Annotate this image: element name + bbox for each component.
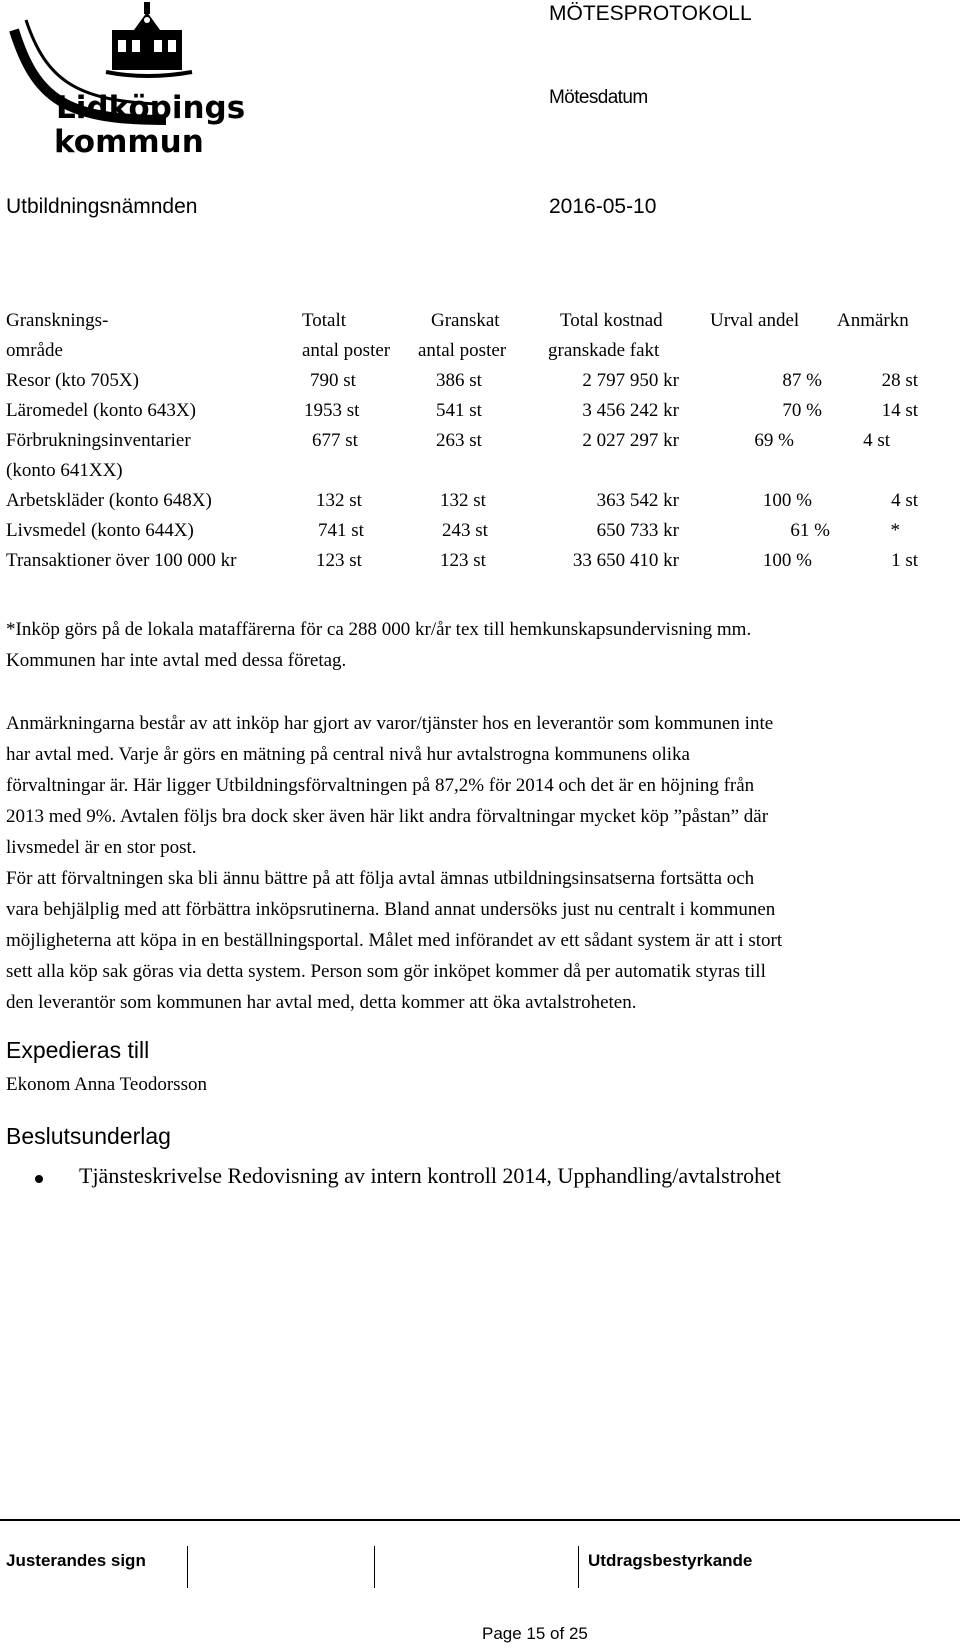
cell-cost: 33 650 410 kr <box>572 550 679 571</box>
table-header-row-1 <box>6 306 936 336</box>
cell-share: 100 % <box>762 490 812 511</box>
expedieras-heading: Expedieras till <box>6 1037 150 1063</box>
cell-area: Resor (kto 705X) <box>6 370 139 391</box>
cell-cost: 2 797 950 kr <box>582 370 679 391</box>
page-number: Page 15 of 25 <box>482 1624 588 1643</box>
cell-share: 100 % <box>762 550 812 571</box>
header-cell: antal poster <box>302 340 391 361</box>
footnote-line: Kommunen har inte avtal med dessa företag. <box>6 650 347 671</box>
cell-area: Förbrukningsinventarier <box>6 430 191 451</box>
cell-cost: 2 027 297 kr <box>582 430 679 451</box>
meeting-date-label: Mötesdatum <box>549 87 648 108</box>
paragraph-line: sett alla köp sak göras via detta system. Person som gör inköpet kommer då per automatik styras till <box>6 961 766 982</box>
signature-box-divider <box>578 1546 579 1588</box>
cell-remark: 1 st <box>891 550 918 571</box>
table-row <box>6 486 936 516</box>
beslutsunderlag-heading: Beslutsunderlag <box>6 1123 171 1149</box>
header-cell: granskade fakt <box>548 340 660 361</box>
table-row <box>6 516 936 546</box>
cell-remark: * <box>890 520 900 541</box>
paragraph-line: Anmärkningarna består av att inköp har gjort av varor/tjänster hos en leverantör som kommunen inte <box>6 713 774 734</box>
header-cell: område <box>6 340 63 361</box>
paragraph-improvements <box>6 863 921 1018</box>
paragraph-line: förvaltningar är. Här ligger Utbildningsförvaltningen på 87,2% för 2014 och det är en höjning från <box>6 775 755 796</box>
signature-box-divider <box>374 1546 375 1588</box>
list-item-text: Tjänsteskrivelse Redovisning av intern kontroll 2014, Upphandling/avtalstrohet <box>79 1163 782 1188</box>
cell-reviewed: 263 st <box>436 430 482 451</box>
header-cell: Urval andel <box>710 310 800 331</box>
header-cell: Anmärkn <box>837 310 909 331</box>
signature-box-divider <box>187 1546 188 1588</box>
paragraph-line: den leverantör som kommunen har avtal med, detta kommer att öka avtalstroheten. <box>6 992 637 1013</box>
cell-remark: 4 st <box>863 430 890 451</box>
paragraph-line: För att förvaltningen ska bli ännu bättre på att följa avtal ämnas utbildningsinsatserna fortsätta och <box>6 868 755 889</box>
audit-table <box>6 306 936 576</box>
header-cell: Total kostnad <box>560 310 663 331</box>
footnote <box>6 614 921 676</box>
logo-text-line2: kommun <box>54 124 204 160</box>
cell-reviewed: 123 st <box>440 550 486 571</box>
header-cell: Granskat <box>431 310 500 331</box>
cell-area-continued: (konto 641XX) <box>6 460 123 481</box>
table-header-row-2 <box>6 336 936 366</box>
footer-sign-label: Justerandes sign <box>6 1551 146 1570</box>
cell-cost: 363 542 kr <box>596 490 679 511</box>
footer-divider <box>0 1519 960 1521</box>
header-cell: Totalt <box>302 310 347 331</box>
cell-share: 69 % <box>754 430 794 451</box>
cell-total: 1953 st <box>304 400 360 421</box>
paragraph-line: vara behjälplig med att förbättra inköpsrutinerna. Bland annat undersöks just nu centralt i kommunen <box>6 899 776 920</box>
table-row <box>6 396 936 426</box>
table-row <box>6 366 936 396</box>
logo-text-line1: Lidköpings <box>56 90 246 126</box>
header-cell: Gransknings- <box>6 310 109 331</box>
cell-reviewed: 132 st <box>440 490 486 511</box>
paragraph-line: möjligheterna att köpa in en beställningsportal. Målet med införandet av ett sådant system är att i stort <box>6 930 783 951</box>
cell-remark: 4 st <box>891 490 918 511</box>
cell-remark: 28 st <box>881 370 918 391</box>
committee-name: Utbildningsnämnden <box>6 195 198 218</box>
cell-cost: 650 733 kr <box>596 520 679 541</box>
paragraph-line: 2013 med 9%. Avtalen följs bra dock sker även här likt andra förvaltningar mycket köp ”påstan” där <box>6 806 769 827</box>
cell-reviewed: 386 st <box>436 370 482 391</box>
bullet-icon <box>35 1175 43 1183</box>
cell-share: 61 % <box>790 520 830 541</box>
lidkoping-logo <box>6 0 246 165</box>
meeting-date: 2016-05-10 <box>549 195 657 218</box>
table-row <box>6 546 936 576</box>
expedieras-recipient: Ekonom Anna Teodorsson <box>6 1074 207 1095</box>
cell-share: 87 % <box>782 370 822 391</box>
cell-total: 790 st <box>310 370 356 391</box>
cell-total: 741 st <box>318 520 364 541</box>
cell-reviewed: 243 st <box>442 520 488 541</box>
paragraph-line: livsmedel är en stor post. <box>6 837 197 858</box>
cell-reviewed: 541 st <box>436 400 482 421</box>
paragraph-line: har avtal med. Varje år görs en mätning på central nivå hur avtalstrogna kommunens olika <box>6 744 690 765</box>
table-row <box>6 426 936 456</box>
table-row-continued <box>6 456 936 486</box>
cell-area: Transaktioner över 100 000 kr <box>6 550 237 571</box>
cell-area: Arbetskläder (konto 648X) <box>6 490 212 511</box>
footer-certification-label: Utdragsbestyrkande <box>588 1551 753 1570</box>
cell-total: 132 st <box>316 490 362 511</box>
cell-cost: 3 456 242 kr <box>582 400 679 421</box>
cell-total: 677 st <box>312 430 358 451</box>
document-title: MÖTESPROTOKOLL <box>549 2 752 25</box>
footnote-line: *Inköp görs på de lokala mataffärerna för ca 288 000 kr/år tex till hemkunskapsundervisning mm. <box>6 619 752 640</box>
cell-remark: 14 st <box>881 400 918 421</box>
cell-total: 123 st <box>316 550 362 571</box>
header-cell: antal poster <box>418 340 507 361</box>
paragraph-remarks <box>6 708 921 863</box>
cell-share: 70 % <box>782 400 822 421</box>
cell-area: Livsmedel (konto 644X) <box>6 520 194 541</box>
cell-area: Läromedel (konto 643X) <box>6 400 196 421</box>
